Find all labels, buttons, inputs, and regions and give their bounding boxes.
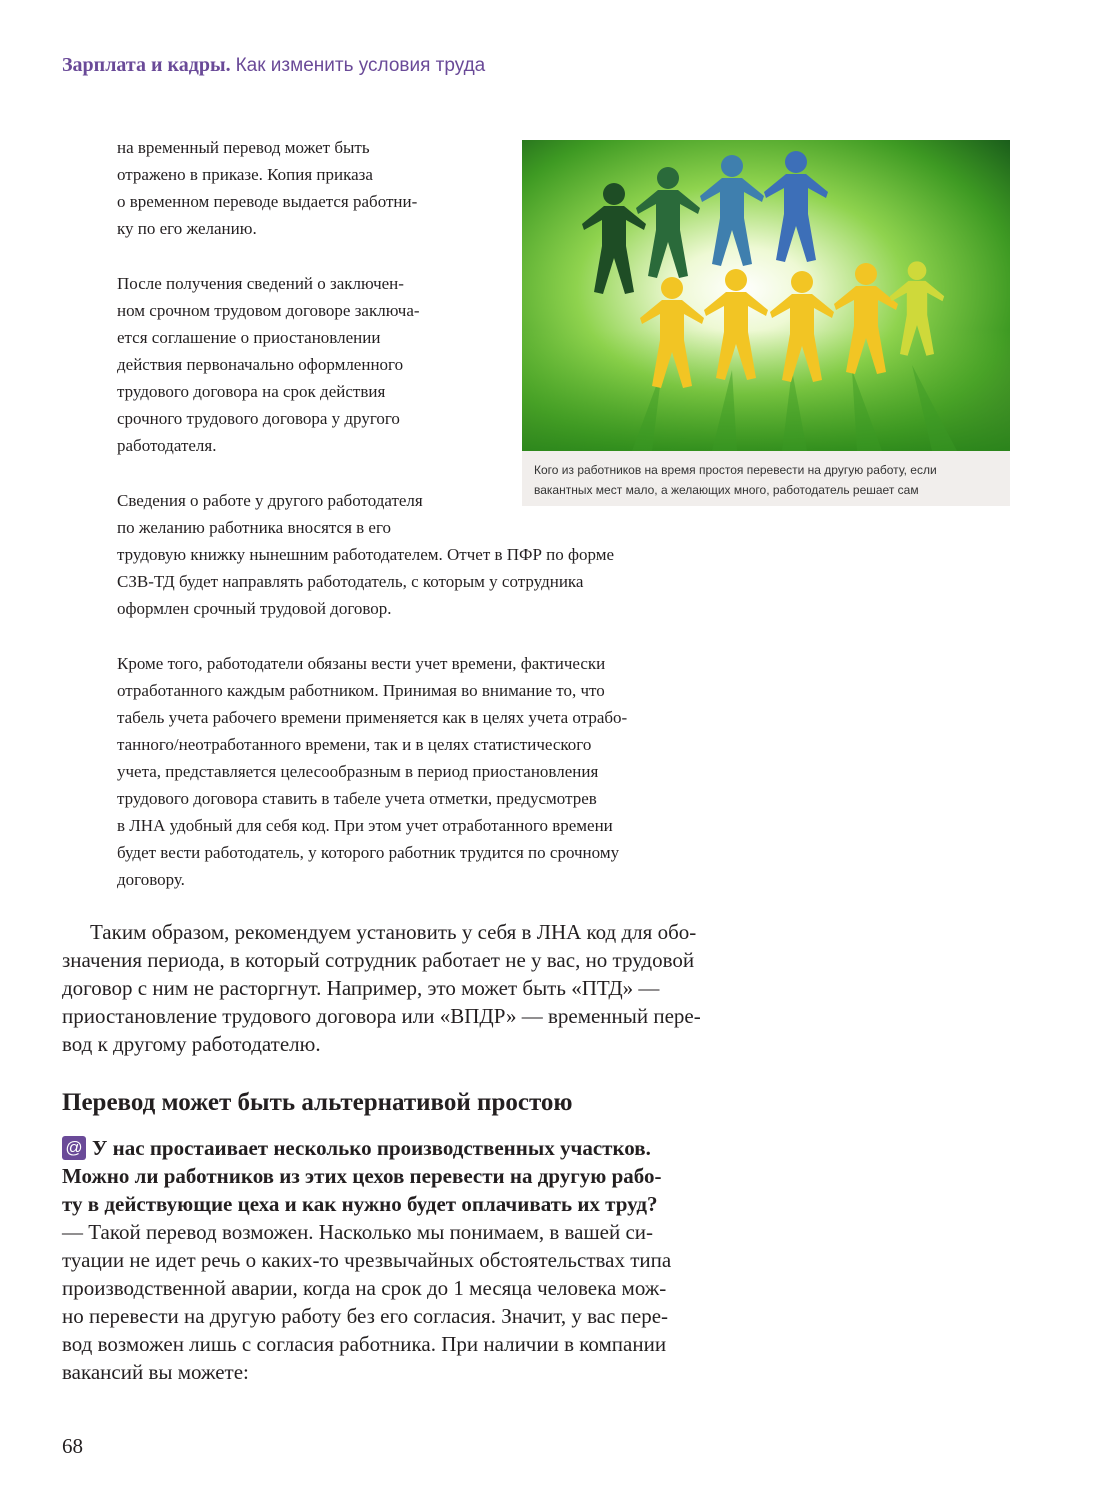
photo-caption [522,451,1010,506]
answer-line: вод возможен лишь с согласия работника. При наличии в компании [62,1332,667,1356]
text-line: о временном переводе выдается работни- [117,192,418,211]
question-line: Можно ли работников из этих цехов перевести на другую рабо- [62,1164,662,1188]
text-line: табель учета рабочего времени применяется как в целях учета отрабо- [117,708,628,727]
paragraph-recommendation [62,918,742,1058]
text-line: трудового договора ставить в табеле учета отметки, предусмотрев [117,789,597,808]
text-line: После получения сведений о заключен- [117,274,404,293]
text-line: в ЛНА удобный для себя код. При этом учет отработанного времени [117,816,613,835]
text-line: по желанию работника вносятся в его [117,518,392,537]
answer-line: туации не идет речь о каких-то чрезвычайных обстоятельствах типа [62,1248,672,1272]
header-section: Зарплата и кадры. [62,54,231,76]
question-line: У нас простаивает несколько производственных участков. [92,1136,651,1160]
answer-line: производственной аварии, когда на срок до 1 месяца человека мож- [62,1276,667,1300]
question-line: ту в действующие цеха и как нужно будет оплачивать их труд? [62,1192,658,1216]
answer-line: — Такой перевод возможен. Насколько мы понимаем, в вашей си- [62,1220,654,1244]
text-line: срочного трудового договора у другого [117,409,400,428]
caption-line: Кого из работников на время простоя перевести на другую работу, если [534,463,937,477]
text-line: будет вести работодатель, у которого работник трудится по срочному [117,843,620,862]
page-number: 68 [62,1434,83,1458]
text-line: ном срочном трудовом договоре заключа- [117,301,420,320]
text-line: на временный перевод может быть [117,138,370,157]
text-line: работодателя. [117,436,217,455]
text-line: Сведения о работе у другого работодателя [117,491,423,510]
text-line: значения периода, в который сотрудник работает не у вас, но трудовой [62,948,695,972]
text-line: ку по его желанию. [117,219,257,238]
text-line: ется соглашение о приостановлении [117,328,381,347]
text-line: трудовую книжку нынешним работодателем. Отчет в ПФР по форме [117,545,615,564]
text-line: действия первоначально оформленного [117,355,404,374]
paragraph-timesheet [117,650,627,893]
header-title: Как изменить условия труда [235,55,486,76]
text-line: договору. [117,870,185,889]
text-line: учета, представляется целесообразным в период приостановления [117,762,599,781]
paragraph-work-record [117,487,614,622]
text-line: приостановление трудового договора или «ВПДР» — временный пере- [62,1004,701,1028]
text-line: Таким образом, рекомендуем установить у себя в ЛНА код для обо- [90,920,697,944]
text-line: трудового договора на срок действия [117,382,386,401]
question-block [62,1134,752,1218]
answer-block [62,1218,742,1386]
caption-line: вакантных мест мало, а желающих много, работодатель решает сам [534,483,919,497]
paragraph-suspension-agreement [117,270,420,459]
text-line: СЗВ-ТД будет направлять работодатель, с которым у сотрудника [117,572,584,591]
text-line: танного/неотработанного времени, так и в целях статистического [117,735,592,754]
at-sign-icon: @ [62,1136,86,1160]
running-header [62,54,485,77]
paper-people-chain-image [522,140,1010,451]
answer-line: вакансий вы можете: [62,1360,249,1384]
text-line: оформлен срочный трудовой договор. [117,599,392,618]
text-line: вод к другому работодателю. [62,1032,321,1056]
section-heading: Перевод может быть альтернативой простою [62,1089,573,1116]
text-line: Кроме того, работодатели обязаны вести учет времени, фактически [117,654,606,673]
text-line: отражено в приказе. Копия приказа [117,165,373,184]
answer-line: но перевести на другую работу без его согласия. Значит, у вас пере- [62,1304,669,1328]
text-line: отработанного каждым работником. Принимая во внимание то, что [117,681,605,700]
paragraph-temporary-transfer [117,134,417,242]
text-line: договор с ним не расторгнут. Например, это может быть «ПТД» — [62,976,660,1000]
